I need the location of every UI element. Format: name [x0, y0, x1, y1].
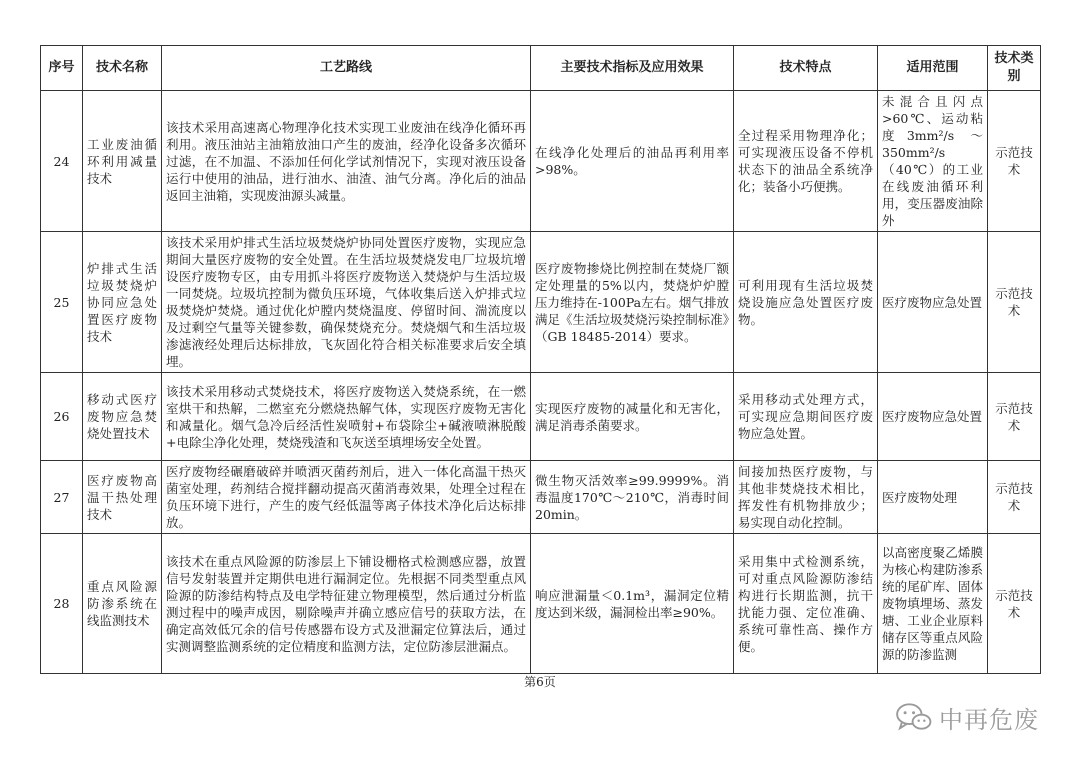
cell-process: 该技术采用高速离心物理净化技术实现工业废油在线净化循环再利用。液压油站主油箱放油口产生的废油，经净化设备多次循环过滤，在不加温、不添加任何化学试剂情况下，实现对液压设备运行中使用的油品，进行油水、油渣、油气分离。净化后的油品返回主油箱，实现废油源头减量。 [162, 91, 531, 232]
cell-name: 工业废油循环利用减量技术 [83, 91, 162, 232]
cell-indicators: 微生物灭活效率≥99.9999%。消毒温度170℃～210℃，消毒时间20min。 [531, 461, 734, 534]
cell-no: 24 [41, 91, 83, 232]
cell-category: 示范技术 [988, 91, 1041, 232]
table-row [41, 461, 1041, 534]
cell-scope: 医疗废物处理 [878, 461, 988, 534]
header-no: 序号 [41, 46, 83, 91]
cell-category: 示范技术 [988, 232, 1041, 373]
cell-indicators: 响应泄漏量＜0.1m³，漏洞定位精度达到米级，漏洞检出率≥90%。 [531, 534, 734, 674]
header-process: 工艺路线 [162, 46, 531, 91]
cell-scope: 未混合且闪点>60℃、运动粘度3mm²/s ～ 350mm²/s（40℃）的工业在线废油循环利用，变压器废油除外 [878, 91, 988, 232]
technology-table [40, 45, 1041, 674]
cell-process: 该技术在重点风险源的防渗层上下铺设栅格式检测感应器，放置信号发射装置并定期供电进行漏洞定位。先根据不同类型重点风险源的防渗结构特点及电学特征建立物理模型，然后通过分析监测过程中的噪声成因，剔除噪声并确立感应信号的获取方法，在确定高效低冗余的信号传感器布设方式及泄漏定位算法后，通过实测调整监测系统的定位精度和监测方法，定位防渗层泄漏点。 [162, 534, 531, 674]
cell-features: 全过程采用物理净化；可实现液压设备不停机状态下的油品全系统净化；装备小巧便携。 [734, 91, 878, 232]
cell-process: 医疗废物经碾磨破碎并喷洒灭菌药剂后，进入一体化高温干热灭菌室处理，药剂结合搅拌翻动提高灭菌消毒效果，处理全过程在负压环境下进行，产生的废气经低温等离子体技术净化后达标排放。 [162, 461, 531, 534]
cell-features: 采用移动式处理方式，可实现应急期间医疗废物应急处置。 [734, 373, 878, 461]
cell-name: 重点风险源防渗系统在线监测技术 [83, 534, 162, 674]
table-row [41, 534, 1041, 674]
cell-process: 该技术采用移动式焚烧技术，将医疗废物送入焚烧系统，在一燃室烘干和热解，二燃室充分燃烧热解气体，实现医疗废物无害化和减量化。烟气急冷后经活性炭喷射+布袋除尘+碱液喷淋脱酸+电除尘净化处理，焚烧残渣和飞灰送至填埋场安全处置。 [162, 373, 531, 461]
watermark [895, 700, 1039, 734]
cell-scope: 医疗废物应急处置 [878, 373, 988, 461]
page-number: 第6页 [524, 675, 556, 689]
cell-category: 示范技术 [988, 461, 1041, 534]
cell-no: 28 [41, 534, 83, 674]
cell-scope: 医疗废物应急处置 [878, 232, 988, 373]
wechat-icon [895, 702, 933, 732]
cell-name: 炉排式生活垃圾焚烧炉协同应急处置医疗废物技术 [83, 232, 162, 373]
header-indicators: 主要技术指标及应用效果 [531, 46, 734, 91]
cell-features: 采用集中式检测系统，可对重点风险源防渗结构进行长期监测，抗干扰能力强、定位准确、系统可靠性高、操作方便。 [734, 534, 878, 674]
header-name: 技术名称 [83, 46, 162, 91]
cell-name: 医疗废物高温干热处理技术 [83, 461, 162, 534]
cell-indicators: 实现医疗废物的减量化和无害化，满足消毒杀菌要求。 [531, 373, 734, 461]
cell-process: 该技术采用炉排式生活垃圾焚烧炉协同处置医疗废物，实现应急期间大量医疗废物的安全处置。在生活垃圾焚烧发电厂垃圾坑增设医疗废物专区，由专用抓斗将医疗废物送入焚烧炉与生活垃圾一同焚烧。垃圾坑控制为微负压环境，气体收集后送入炉排式垃圾焚烧炉焚烧。通过优化炉膛内焚烧温度、停留时间、湍流度以及过剩空气量等关键参数，确保焚烧充分。焚烧烟气和生活垃圾渗滤液经处理后达标排放，飞灰固化符合相关标准要求后安全填埋。 [162, 232, 531, 373]
cell-no: 25 [41, 232, 83, 373]
header-scope: 适用范围 [878, 46, 988, 91]
cell-no: 26 [41, 373, 83, 461]
table-row [41, 91, 1041, 232]
table-row [41, 232, 1041, 373]
watermark-text: 中再危废 [939, 705, 1039, 734]
cell-no: 27 [41, 461, 83, 534]
table-header-row [41, 46, 1041, 91]
cell-scope: 以高密度聚乙烯膜为核心构建防渗系统的尾矿库、固体废物填埋场、蒸发塘、工业企业原料储存区等重点风险源的防渗监测 [878, 534, 988, 674]
cell-category: 示范技术 [988, 373, 1041, 461]
header-category: 技术类别 [988, 46, 1041, 91]
table-row [41, 373, 1041, 461]
cell-category: 示范技术 [988, 534, 1041, 674]
cell-name: 移动式医疗废物应急焚烧处置技术 [83, 373, 162, 461]
cell-features: 间接加热医疗废物，与其他非焚烧技术相比，挥发性有机物排放少；易实现自动化控制。 [734, 461, 878, 534]
cell-features: 可利用现有生活垃圾焚烧设施应急处置医疗废物。 [734, 232, 878, 373]
cell-indicators: 在线净化处理后的油品再利用率>98%。 [531, 91, 734, 232]
header-features: 技术特点 [734, 46, 878, 91]
cell-indicators: 医疗废物掺烧比例控制在焚烧厂额定处理量的5%以内，焚烧炉炉膛压力维持在-100Pa左右。烟气排放满足《生活垃圾焚烧污染控制标准》（GB 18485-2014）要求。 [531, 232, 734, 373]
